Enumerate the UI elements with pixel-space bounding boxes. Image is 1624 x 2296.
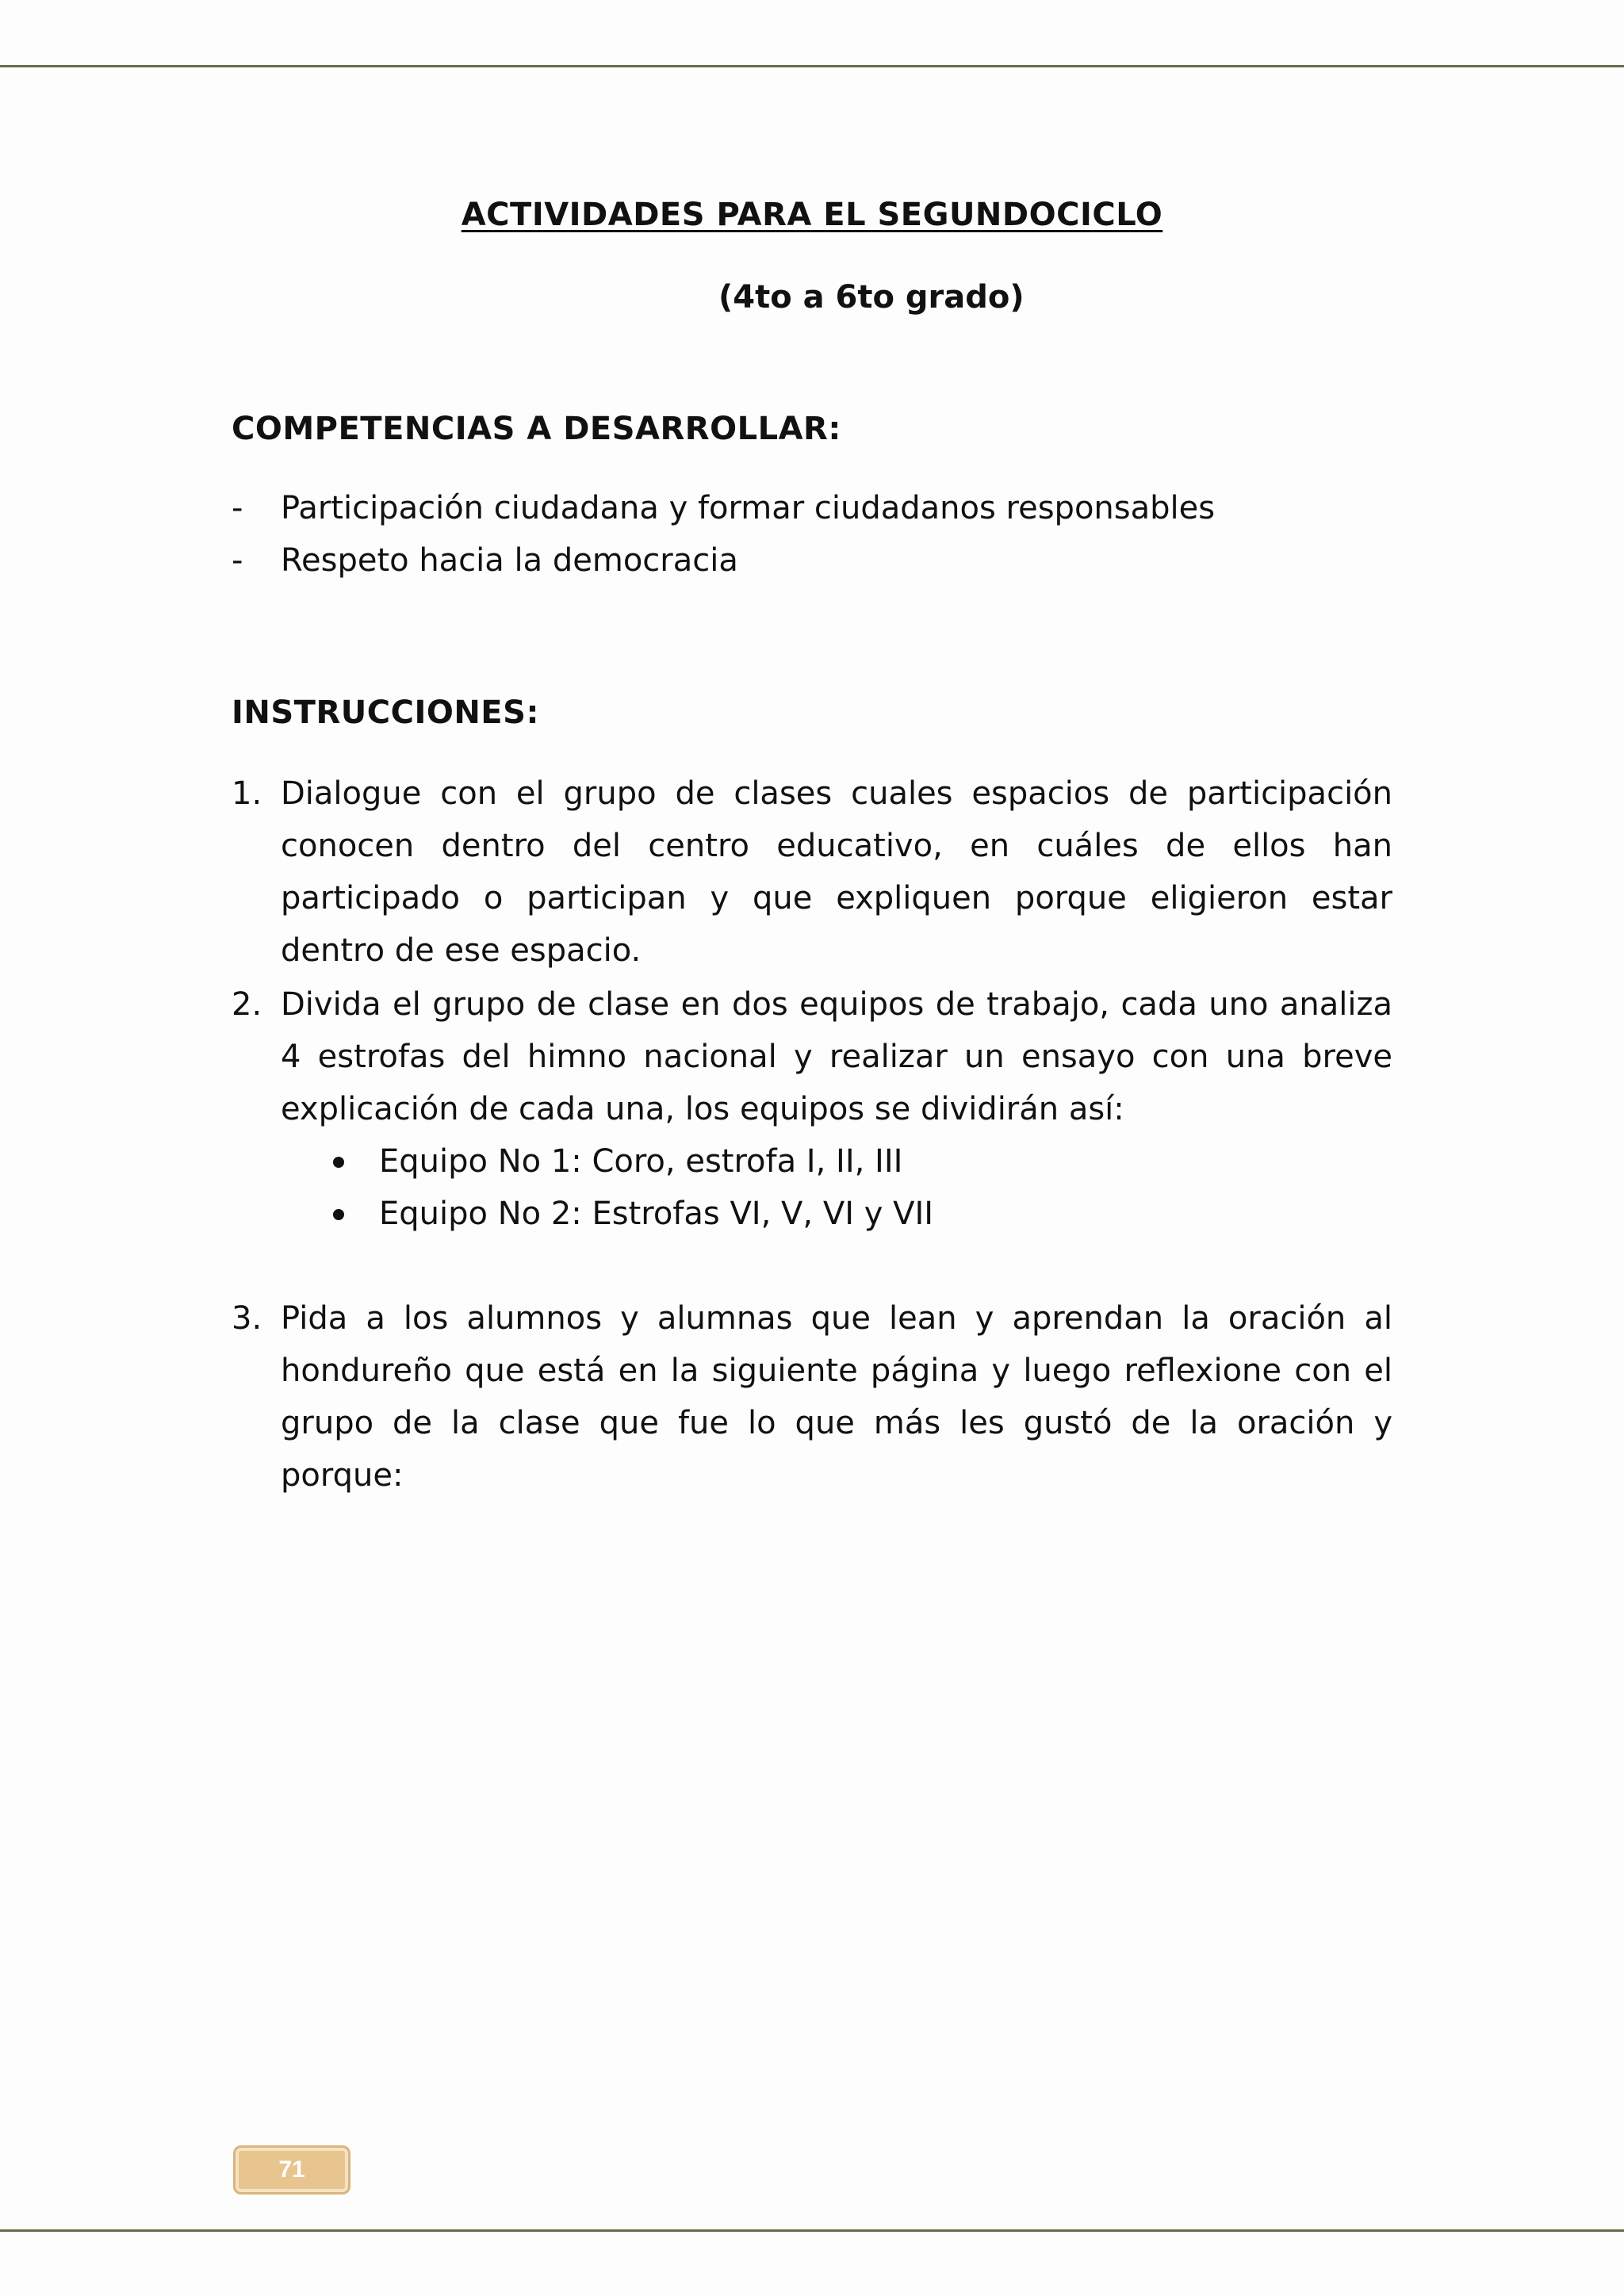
instrucciones-heading: INSTRUCCIONES:	[232, 695, 539, 731]
page-title-text: ACTIVIDADES PARA EL SEGUNDOCICLO	[461, 197, 1163, 233]
team-bullet-item	[328, 1135, 933, 1188]
page-subtitle: (4to a 6to grado)	[718, 279, 1025, 316]
instruction-number: 1.	[232, 775, 262, 812]
instruction-text: Pida a los alumnos y alumnas que lean y aprendan la oración al hondureño que está en la siguiente página y luego reflexione con el grupo de la clase que fue lo que más les gustó de la oración y porque:	[281, 1300, 1392, 1494]
instruction-number: 2.	[232, 986, 262, 1023]
page-title	[0, 197, 1624, 233]
bullet-dot-icon	[333, 1209, 344, 1220]
competencia-text: Participación ciudadana y formar ciudadanos responsables	[281, 490, 1216, 526]
page-number-badge: 71	[233, 2145, 350, 2195]
dash-marker: -	[232, 542, 243, 579]
instruction-number: 3.	[232, 1300, 262, 1337]
team-bullet-item	[328, 1188, 933, 1240]
top-rule	[0, 65, 1624, 67]
competencia-text: Respeto hacia la democracia	[281, 542, 738, 579]
bottom-rule	[0, 2229, 1624, 2232]
dash-marker: -	[232, 490, 243, 526]
instruction-text: Divida el grupo de clase en dos equipos de trabajo, cada uno analiza 4 estrofas del himno nacional y realizar un ensayo con una breve explicación de cada una, los equipos se dividirán así:	[281, 986, 1392, 1127]
competencias-heading: COMPETENCIAS A DESARROLLAR:	[232, 411, 841, 447]
team-bullet-text: Equipo No 1: Coro, estrofa I, II, III	[379, 1143, 903, 1180]
team-bullet-list	[328, 1135, 933, 1240]
team-bullet-text: Equipo No 2: Estrofas VI, V, VI y VII	[379, 1196, 934, 1232]
instruction-text: Dialogue con el grupo de clases cuales espacios de participación conocen dentro del centro educativo, en cuáles de ellos han participado o participan y que expliquen porque eligieron estar dentro de ese espacio.	[281, 775, 1392, 969]
bullet-dot-icon	[333, 1157, 344, 1168]
